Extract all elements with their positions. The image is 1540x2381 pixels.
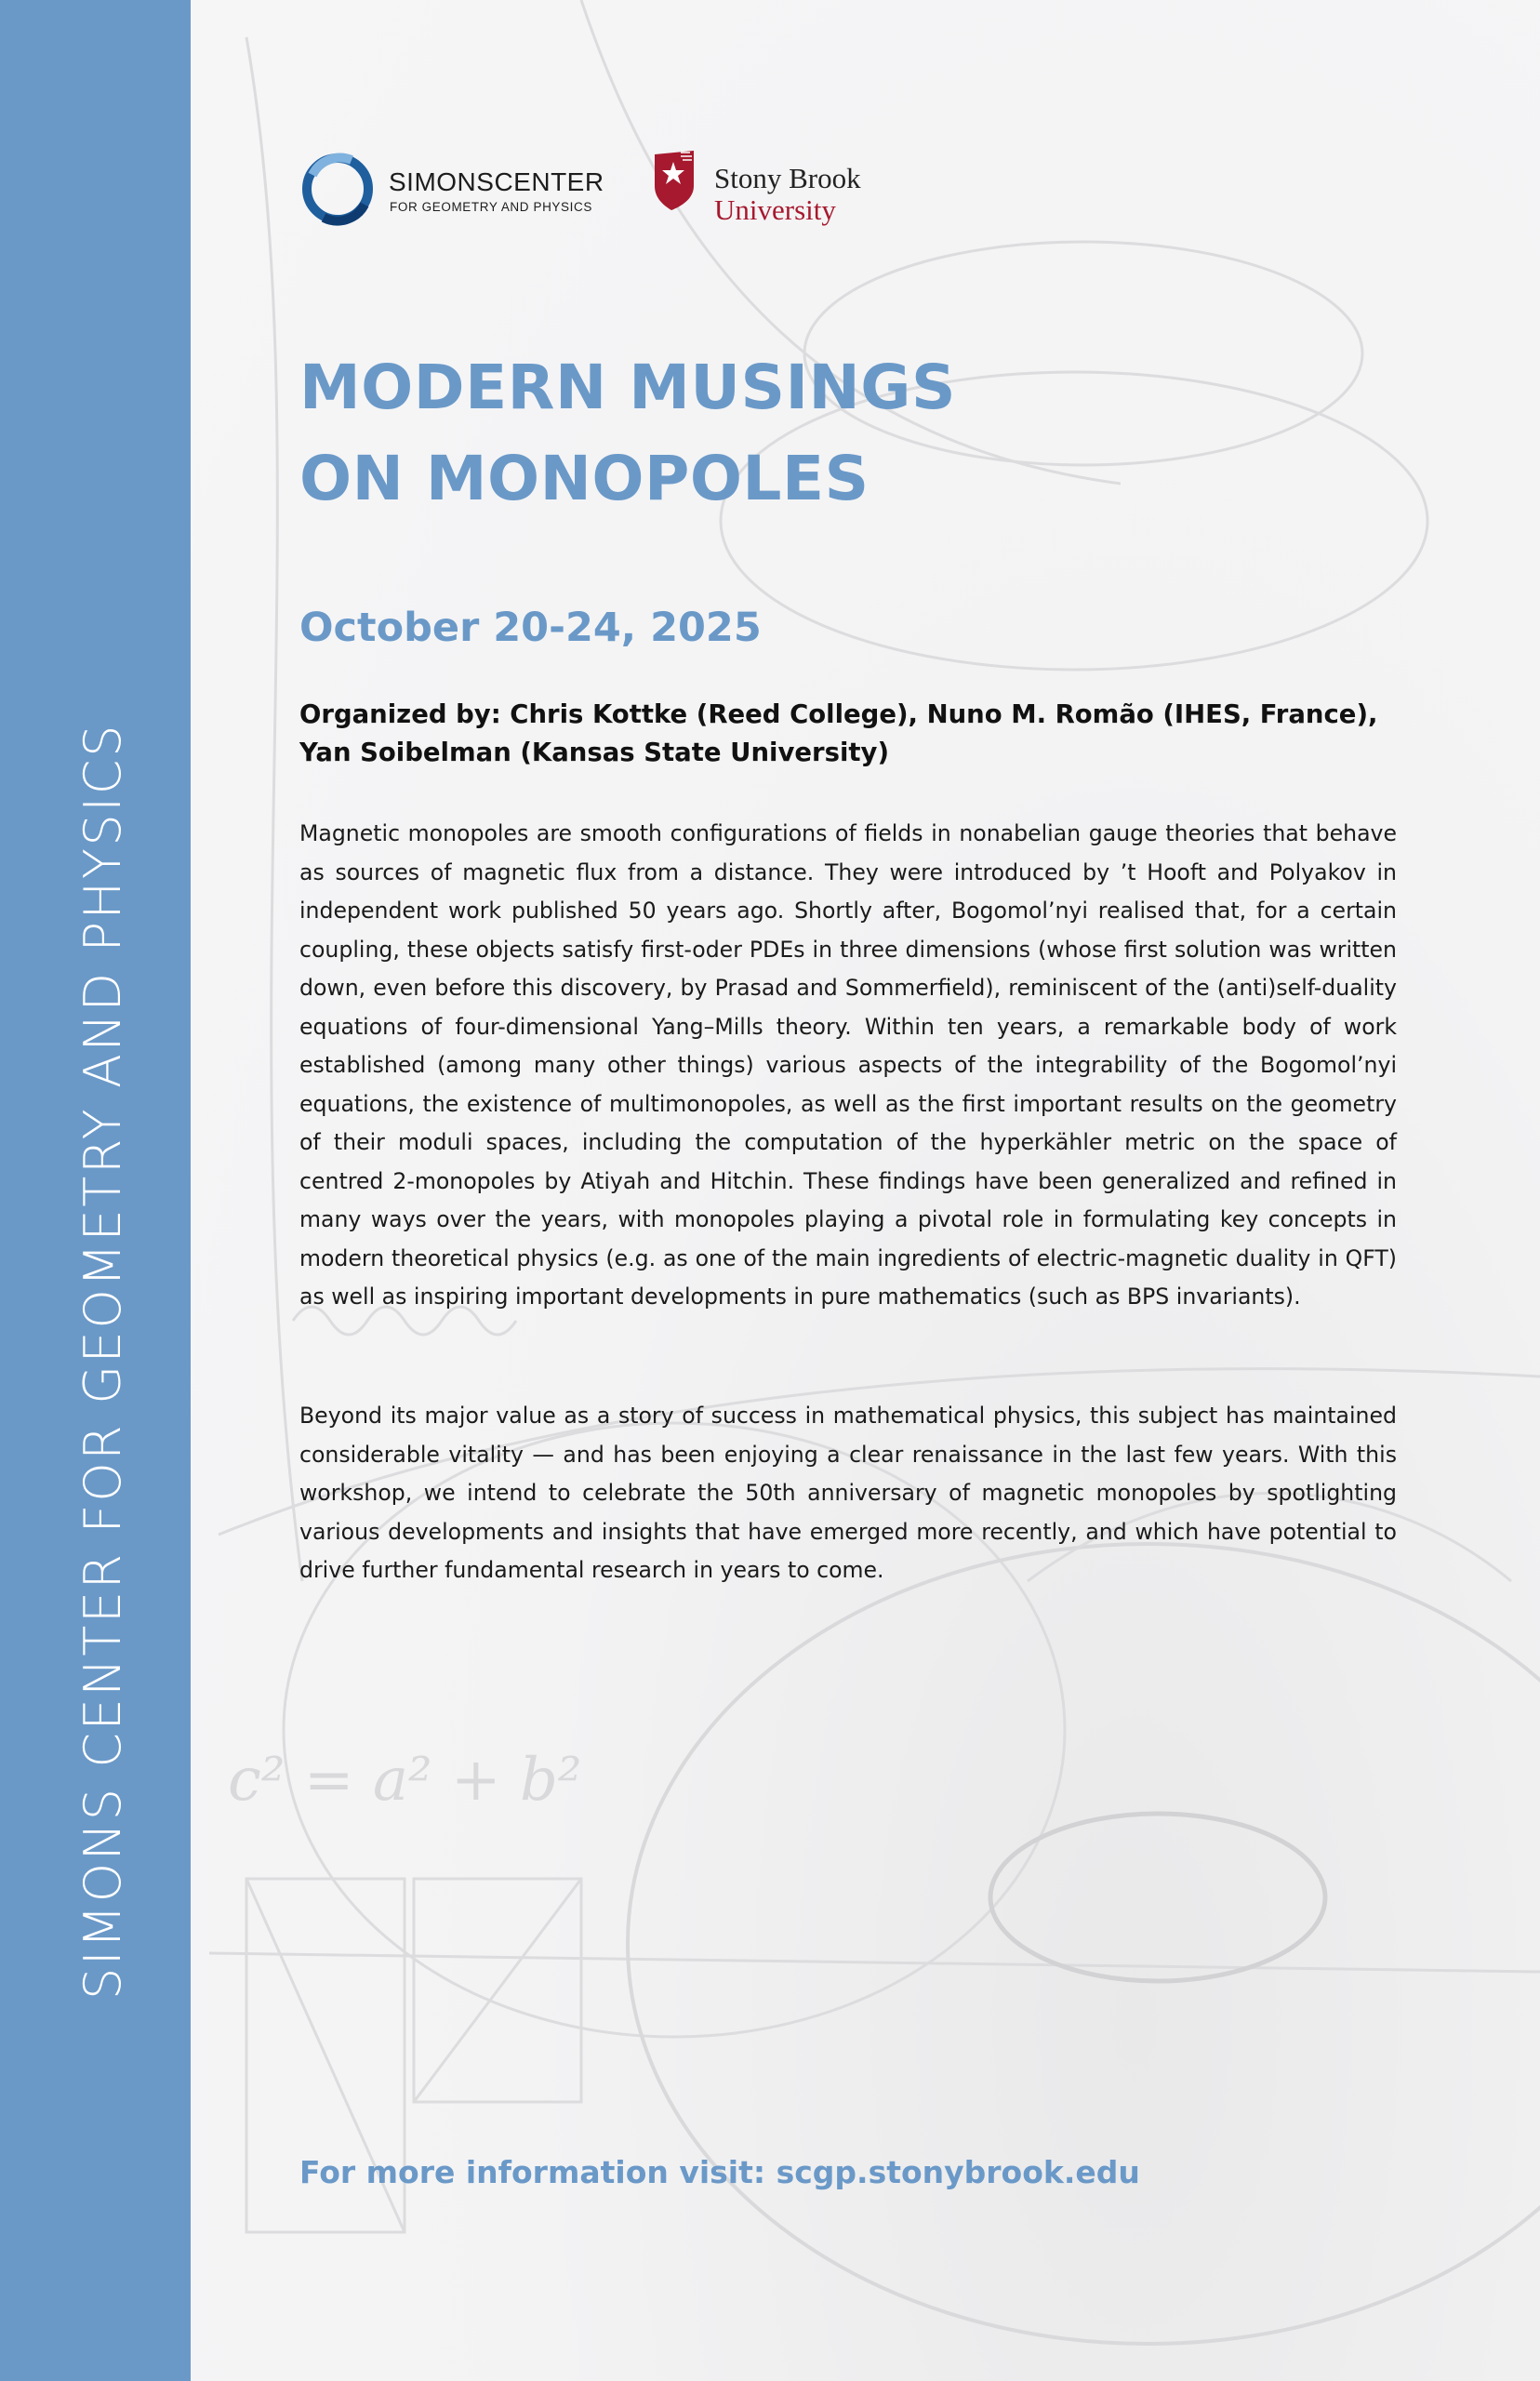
- sidebar: [0, 0, 191, 2381]
- more-info-link[interactable]: For more information visit: scgp.stonybrook.edu: [299, 2154, 1140, 2190]
- event-title: [299, 342, 1397, 525]
- stony-brook-university: University: [714, 193, 836, 226]
- description-paragraph: Magnetic monopoles are smooth configurations of fields in nonabelian gauge theories that behave as sources of magnetic flux from a distance. They were introduced by ’t Hooft and Polyakov in independent work published 50 years ago. Shortly after, Bogomol’nyi realised that, for a certain coupling, these objects satisfy first-oder PDEs in three dimensions (whose first solution was written down, even before this discovery, by Prasad and Sommerfield), reminiscent of the (anti)self-duality equations of four-dimensional Yang–Mills theory. Within ten years, a remarkable body of work established (among many other things) various aspects of the integrability of the Bogomol’nyi equations, the existence of multimonopoles, as well as the first important results on the geometry of their moduli spaces, including the computation of the hyperkähler metric on the space of centred 2-monopoles by Atiyah and Hitchin. These findings have been generalized and refined in many ways over the years, with monopoles playing a pivotal role in formulating key concepts in modern theoretical physics (e.g. as one of the main ingredients of electric-magnetic duality in QFT) as well as inspiring important developments in pure mathematics (such as BPS invariants).: [299, 820, 1397, 1310]
- event-date: October 20-24, 2025: [299, 605, 762, 651]
- description-paragraph: Beyond its major value as a story of success in mathematical physics, this subject has maintained considerable vitality — and has been enjoying a clear renaissance in the last few years. With this workshop, we intend to celebrate the 50th anniversary of magnetic monopoles by spotlighting various developments and insights that have emerged more recently, and which have potential to drive further fundamental research in years to come.: [299, 1403, 1397, 1583]
- simons-center-subtitle: FOR GEOMETRY AND PHYSICS: [390, 200, 592, 214]
- stony-brook-name: Stony Brook: [714, 162, 861, 194]
- event-title-line2: ON MONOPOLES: [299, 443, 870, 514]
- sidebar-title: SIMONS CENTER FOR GEOMETRY AND PHYSICS: [73, 723, 132, 2000]
- stony-brook-star-shield-icon: [653, 149, 696, 212]
- organizers-line2: Yan Soibelman (Kansas State University): [299, 738, 890, 767]
- event-title-line1: MODERN MUSINGS: [299, 352, 956, 423]
- stony-brook-logo[interactable]: [653, 149, 895, 242]
- organizers-line1: Organized by: Chris Kottke (Reed College), Nuno M. Romão (IHES, France),: [299, 699, 1378, 729]
- simons-center-logo[interactable]: [299, 149, 634, 242]
- simons-center-name: SIMONSCENTER: [389, 167, 604, 196]
- organizers: [299, 696, 1397, 772]
- simons-ring-icon: [299, 151, 376, 227]
- background-formula: c² = a² + b²: [228, 1746, 582, 1815]
